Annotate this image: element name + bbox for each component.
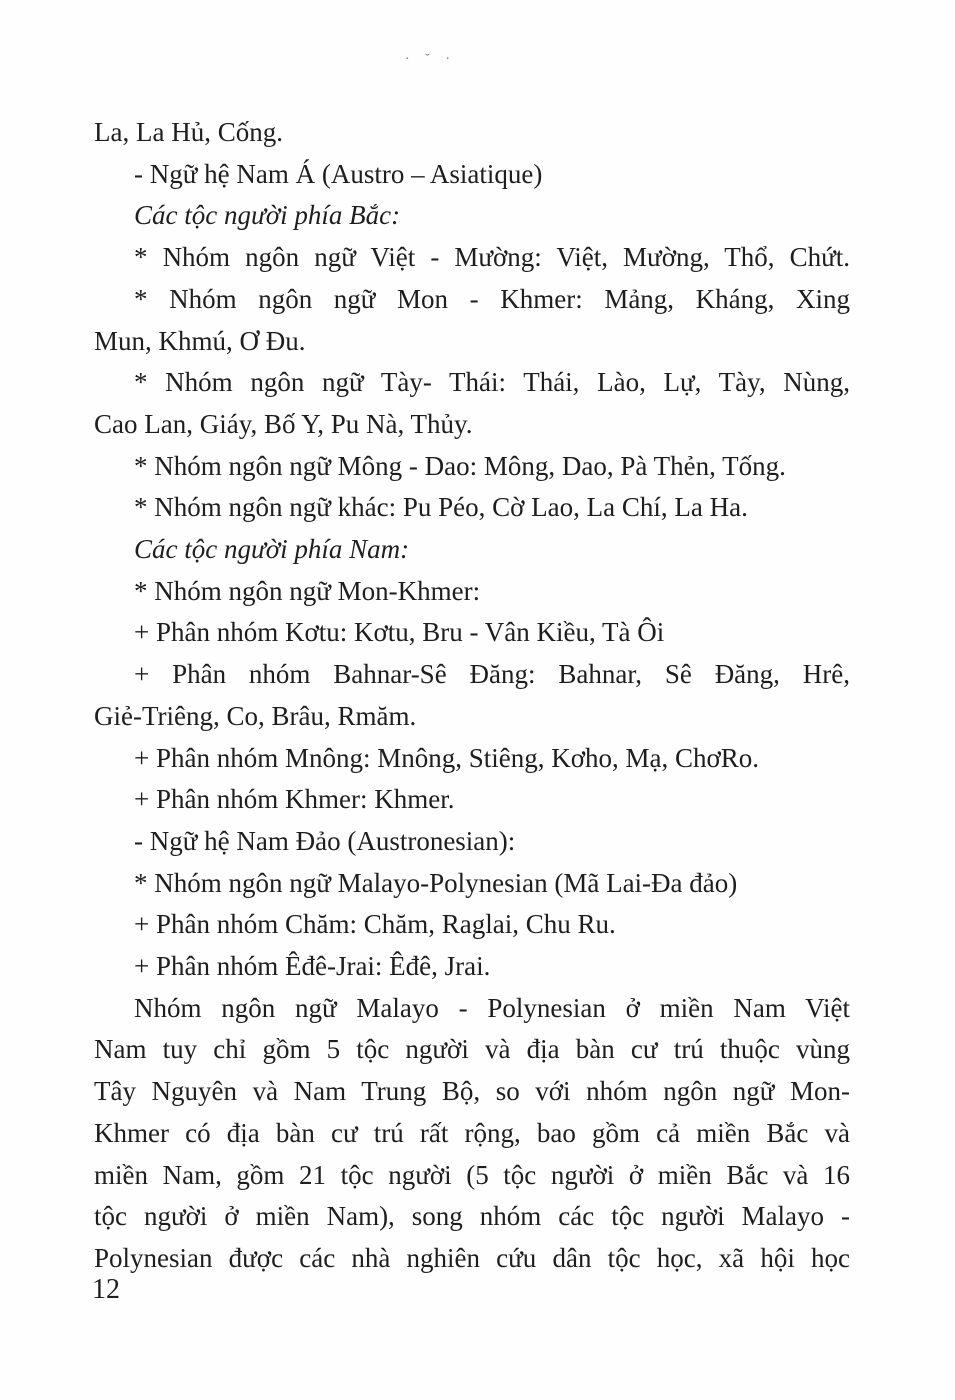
page-body (94, 112, 850, 1280)
paragraph-line: Polynesian được các nhà nghiên cứu dân tộc học, xã hội học (94, 1242, 850, 1273)
text-line: * Nhóm ngôn ngữ Việt - Mường: Việt, Mường, Thổ, Chứt. (134, 242, 850, 273)
text-line: Mun, Khmú, Ơ Đu. (94, 325, 306, 356)
text-line: * Nhóm ngôn ngữ Mon-Khmer: (134, 575, 481, 606)
section-heading-south: Các tộc người phía Nam: (134, 534, 410, 565)
text-line: + Phân nhóm Kơtu: Kơtu, Bru - Vân Kiều, Tà Ôi (134, 617, 665, 648)
paragraph-line: Nhóm ngôn ngữ Malayo - Polynesian ở miền Nam Việt (134, 992, 850, 1023)
text-line: + Phân nhóm Mnông: Mnông, Stiêng, Kơho, Mạ, ChơRo. (134, 742, 760, 773)
text-line: Giẻ-Triêng, Co, Brâu, Rmăm. (94, 700, 417, 731)
text-line: + Phân nhóm Chăm: Chăm, Raglai, Chu Ru. (134, 909, 616, 940)
page-number: 12 (92, 1274, 120, 1305)
paragraph-line: Tây Nguyên và Nam Trung Bộ, so với nhóm ngôn ngữ Mon- (94, 1076, 850, 1107)
header-mark: · ˘ · (405, 52, 456, 67)
text-line: - Ngữ hệ Nam Á (Austro – Asiatique) (134, 158, 543, 189)
text-line: Cao Lan, Giáy, Bố Y, Pu Nà, Thủy. (94, 408, 473, 439)
text-line: + Phân nhóm Êđê-Jrai: Êđê, Jrai. (134, 951, 491, 982)
paragraph-line: tộc người ở miền Nam), song nhóm các tộc người Malayo - (94, 1201, 850, 1232)
text-line: La, La Hủ, Cống. (94, 117, 283, 147)
paragraph-line: miền Nam, gồm 21 tộc người (5 tộc người ở miền Bắc và 16 (94, 1159, 850, 1190)
text-line: * Nhóm ngôn ngữ khác: Pu Péo, Cờ Lao, La Chí, La Ha. (134, 492, 748, 523)
paragraph-line: Nam tuy chỉ gồm 5 tộc người và địa bàn cư trú thuộc vùng (94, 1034, 850, 1065)
text-line: - Ngữ hệ Nam Đảo (Austronesian): (134, 825, 516, 856)
text-line: * Nhóm ngôn ngữ Mông - Dao: Mông, Dao, Pà Thẻn, Tống. (134, 450, 786, 481)
text-line: * Nhóm ngôn ngữ Tày- Thái: Thái, Lào, Lự, Tày, Nùng, (134, 367, 850, 398)
section-heading-north: Các tộc người phía Bắc: (134, 200, 401, 231)
paragraph-line: Khmer có địa bàn cư trú rất rộng, bao gồm cả miền Bắc và (94, 1117, 850, 1148)
text-line: * Nhóm ngôn ngữ Mon - Khmer: Mảng, Kháng, Xing (134, 283, 850, 314)
text-line: * Nhóm ngôn ngữ Malayo-Polynesian (Mã Lai-Đa đảo) (134, 867, 738, 898)
text-line: + Phân nhóm Khmer: Khmer. (134, 784, 455, 815)
text-line: + Phân nhóm Bahnar-Sê Đăng: Bahnar, Sê Đăng, Hrê, (134, 659, 850, 690)
